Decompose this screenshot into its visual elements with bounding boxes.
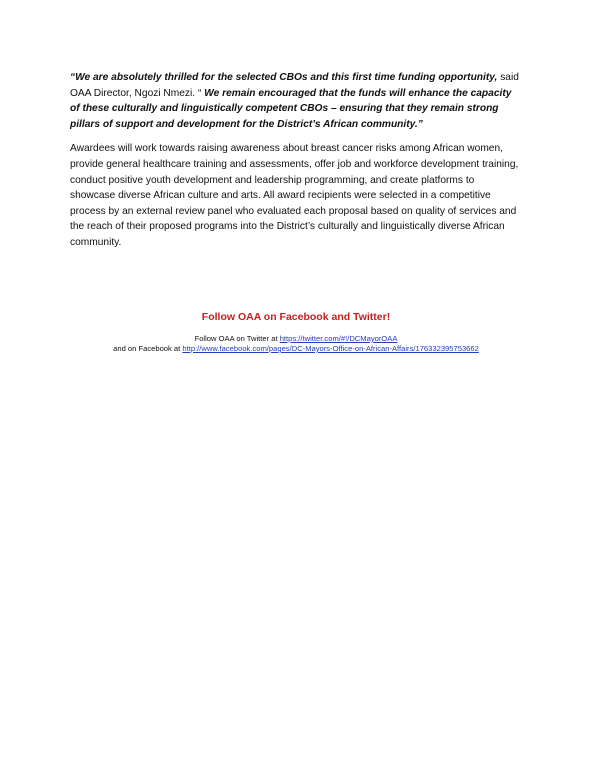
document-content [70, 70, 522, 251]
facebook-prefix: and on Facebook at [113, 344, 183, 353]
twitter-prefix: Follow OAA on Twitter at [194, 334, 280, 343]
quote-opening: “We are absolutely thrilled for the selected CBOs and this first time funding opportunity, [70, 72, 498, 83]
awardees-paragraph: Awardees will work towards raising awareness about breast cancer risks among African women, provide general healthcare training and assessments, offer job and workforce development training, conduct positive youth development and leadership programming, and create platforms to showcase diverse African culture and arts. All award recipients were selected in a competitive process by an external review panel who evaluated each proposal based on quality of services and the reach of their proposed programs into the District’s culturally and linguistically diverse African community. [70, 143, 519, 248]
twitter-line [70, 334, 522, 344]
facebook-line [70, 344, 522, 354]
follow-heading: Follow OAA on Facebook and Twitter! [201, 311, 391, 323]
director-quote-paragraph [70, 70, 522, 132]
twitter-link[interactable]: https://twitter.com/#!/DCMayorOAA [279, 334, 398, 343]
follow-section [70, 310, 522, 354]
facebook-link[interactable]: http://www.facebook.com/pages/DC-Mayors-Office-on-African-Affairs/176332395753662 [182, 344, 479, 353]
quote-attribution: said OAA Director, Ngozi Nmezi. “ [70, 72, 519, 99]
quote-continuation: We remain encouraged that the funds will enhance the capacity of these culturally and linguistically competent CBOs – ensuring that they remain strong pillars of support and development for the District’s African community.” [70, 87, 512, 130]
